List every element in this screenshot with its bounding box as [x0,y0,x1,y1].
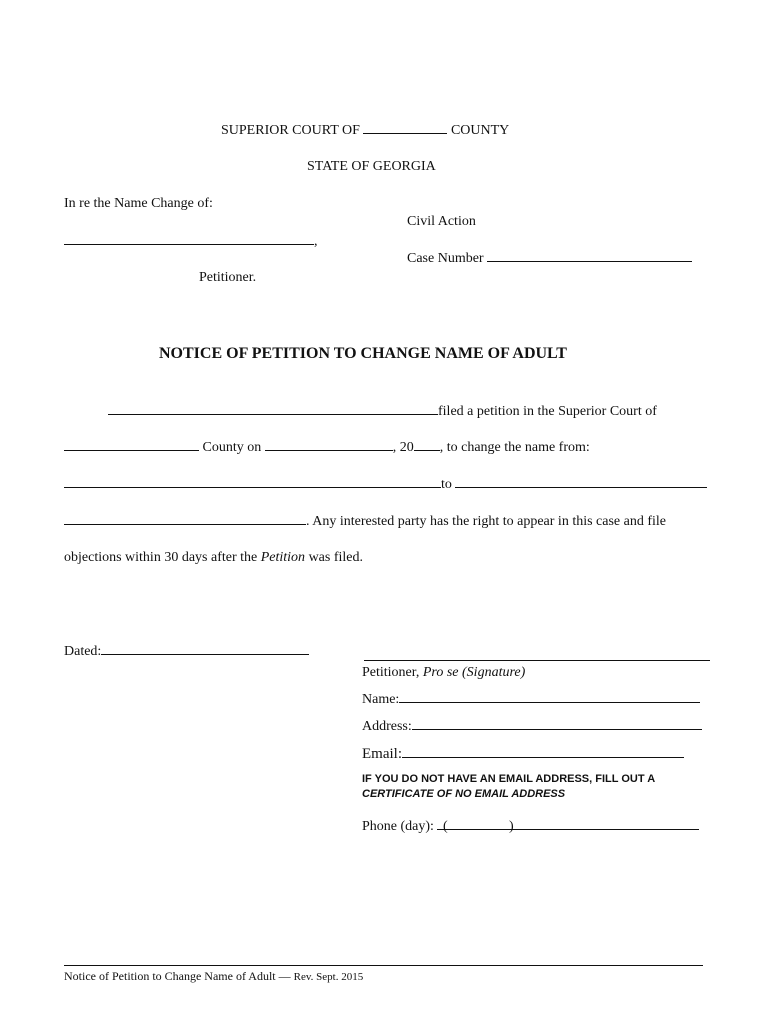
email-row [362,747,684,762]
objections-text-post: was filed. [308,550,363,565]
phone-area-close: ) [509,819,514,834]
name-row [362,693,700,707]
dated-blank[interactable] [101,653,309,655]
document-title: NOTICE OF PETITION TO CHANGE NAME OF ADULT [159,345,567,362]
footer-text [64,970,363,983]
court-suffix: COUNTY [450,123,510,138]
body-line-3 [64,478,707,492]
petitioner-sign-text: Petitioner, [362,665,420,680]
new-name-cont-blank[interactable] [64,523,306,525]
address-label: Address: [362,719,412,734]
petitioner-sign-label [362,666,525,680]
to-text: to [441,477,452,492]
objections-text-pre: objections within 30 days after the [64,550,258,565]
phone-row [362,820,699,834]
court-prefix: SUPERIOR COURT OF [221,123,360,138]
date-blank[interactable] [265,449,393,451]
in-re-label: In re the Name Change of: [64,196,213,211]
case-number-blank[interactable] [487,260,692,262]
phone-label: Phone (day): [362,819,434,834]
petitioner-name-blank[interactable] [64,243,314,245]
body-line-2 [64,441,590,455]
dated-label: Dated: [64,644,102,659]
address-blank[interactable] [412,728,702,730]
year-prefix: , 20 [392,440,414,455]
email-warning-line1: IF YOU DO NOT HAVE AN EMAIL ADDRESS, FILL OUT A [362,773,656,785]
footer-rule [64,965,703,966]
email-warning-line2: CERTIFICATE OF NO EMAIL ADDRESS [362,788,566,800]
email-blank[interactable] [402,756,684,758]
state-heading: STATE OF GEORGIA [307,159,436,174]
case-number-label: Case Number [407,251,484,266]
phone-blank[interactable] [437,828,699,830]
footer-form-title: Notice of Petition to Change Name of Adult — [64,969,291,983]
dated-row [64,645,309,659]
pro-se-text: Pro se (Signature) [422,665,526,680]
county-blank[interactable] [363,132,447,134]
body-line-4 [64,515,666,529]
interested-text: . Any interested party has the right to appear in this case and file [306,514,667,529]
phone-area-open: ( [443,819,448,834]
court-heading [221,124,509,138]
signature-line[interactable] [364,660,710,661]
petitioner-name-line [64,235,318,249]
petitioner-blank[interactable] [108,413,438,415]
body-line-1 [108,405,657,419]
county-on-text: County on [202,440,262,455]
case-number-row [407,252,692,266]
petitioner-label: Petitioner. [199,270,257,285]
year-blank[interactable] [414,449,440,451]
petition-italic: Petition [260,550,306,565]
email-label: Email: [362,746,402,762]
name-label: Name: [362,692,400,707]
petitioner-comma: , [314,234,318,249]
civil-action-label: Civil Action [407,214,476,229]
address-row [362,720,702,734]
new-name-blank[interactable] [455,486,707,488]
footer-revision: Rev. Sept. 2015 [293,971,364,983]
change-from-text: , to change the name from: [439,440,590,455]
county-name-blank[interactable] [64,449,199,451]
filed-text: filed a petition in the Superior Court of [438,404,657,419]
name-blank[interactable] [399,701,700,703]
old-name-blank[interactable] [64,486,441,488]
body-line-5 [64,551,363,565]
